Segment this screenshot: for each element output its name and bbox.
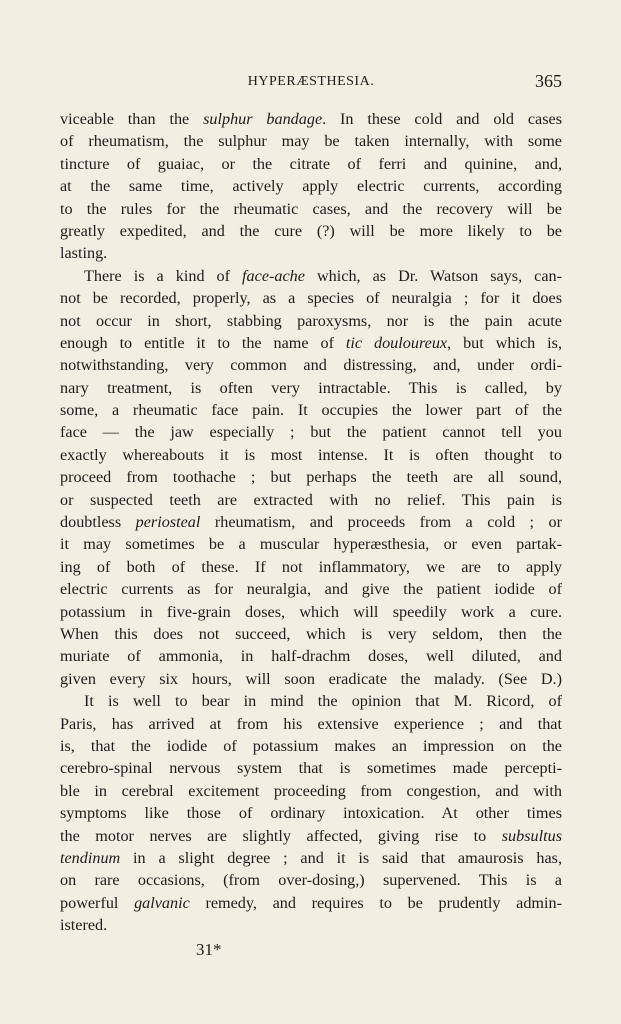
text-line xyxy=(60,556,562,578)
text-segment: given every six hours, will soon eradicate the malady. (See D.) xyxy=(60,669,562,688)
text-line xyxy=(60,825,562,847)
text-segment: ing of both of these. If not inflammatory, we are to apply xyxy=(60,557,562,576)
text-segment: proceed from toothache ; but perhaps the teeth are all sound, xyxy=(60,468,562,487)
text-line xyxy=(60,601,562,623)
text-line xyxy=(60,310,562,332)
signature-mark: 31* xyxy=(196,940,222,959)
text-segment: doubtless xyxy=(60,513,136,532)
text-segment: Paris, has arrived at from his extensive experience ; and that xyxy=(60,714,562,733)
text-line xyxy=(60,421,562,443)
text-line xyxy=(60,287,562,309)
text-line xyxy=(60,444,562,466)
italic-term: face-ache xyxy=(242,266,305,285)
text-segment: to the rules for the rheumatic cases, and the recovery will be xyxy=(60,199,562,218)
italic-term: tendinum xyxy=(60,848,121,867)
text-segment: enough to entitle it to the name of xyxy=(60,333,346,352)
text-line xyxy=(60,466,562,488)
text-segment: viceable than the xyxy=(60,110,204,128)
text-segment: rheumatism, and proceeds from a cold ; or xyxy=(200,513,562,532)
text-line xyxy=(60,354,562,376)
text-segment: symptoms like those of ordinary intoxication. At other times xyxy=(60,804,562,823)
text-line xyxy=(60,892,562,914)
text-segment: When this does not succeed, which is very seldom, then the xyxy=(60,624,562,643)
running-title: HYPERÆSTHESIA. xyxy=(247,74,375,89)
text-line xyxy=(60,332,562,354)
text-line xyxy=(60,489,562,511)
text-segment: face — the jaw especially ; but the patient cannot tell you xyxy=(60,423,562,442)
text-segment: the motor nerves are slightly affected, giving rise to xyxy=(60,826,502,845)
text-segment: exactly whereabouts it is most intense. It is often thought to xyxy=(60,445,562,464)
text-line xyxy=(60,578,562,600)
text-segment: some, a rheumatic face pain. It occupies the lower part of the xyxy=(60,401,562,420)
text-line xyxy=(60,533,562,555)
italic-term: tic douloureux xyxy=(345,333,448,352)
text-segment: potassium in five-grain doses, which will speedily work a cure. xyxy=(60,602,562,621)
text-segment: istered. xyxy=(60,916,108,935)
text-line xyxy=(60,645,562,667)
text-line xyxy=(60,757,562,779)
body-text xyxy=(60,108,562,936)
text-segment: . In these cold and old cases xyxy=(322,110,563,128)
text-segment: cerebro-spinal nervous system that is sometimes made percepti- xyxy=(60,759,562,778)
text-line xyxy=(60,668,562,690)
text-segment: nary treatment, is often very intractable. This is called, by xyxy=(60,378,562,397)
text-line xyxy=(60,130,562,152)
text-segment: muriate of ammonia, in half-drachm doses, well diluted, and xyxy=(60,647,562,666)
italic-term: sulphur bandage xyxy=(203,110,323,128)
text-line xyxy=(60,713,562,735)
text-line xyxy=(60,623,562,645)
text-segment: which, as Dr. Watson says, can- xyxy=(304,266,562,285)
page-number: 365 xyxy=(535,71,562,91)
italic-term: subsultus xyxy=(501,826,562,845)
text-segment: greatly expedited, and the cure (?) will be more likely to be xyxy=(60,221,562,240)
text-line xyxy=(60,198,562,220)
text-segment: at the same time, actively apply electric currents, according xyxy=(60,177,562,196)
text-line xyxy=(60,399,562,421)
text-segment: remedy, and requires to be prudently admin- xyxy=(189,893,562,912)
italic-term: galvanic xyxy=(134,893,190,912)
text-segment: in a slight degree ; and it is said that amaurosis has, xyxy=(120,848,562,867)
text-segment: not be recorded, properly, as a species of neuralgia ; for it does xyxy=(60,289,562,308)
text-segment: it may sometimes be a muscular hyperæsthesia, or even partak- xyxy=(60,535,562,554)
text-line xyxy=(60,735,562,757)
text-segment: or suspected teeth are extracted with no relief. This pain is xyxy=(60,490,562,509)
text-segment: on rare occasions, (from over-dosing,) supervened. This is a xyxy=(60,871,562,890)
text-line xyxy=(60,511,562,533)
text-segment: powerful xyxy=(60,893,135,912)
text-line xyxy=(60,220,562,242)
text-segment: is, that the iodide of potassium makes an impression on the xyxy=(60,736,562,755)
text-line xyxy=(60,153,562,175)
text-segment: tincture of guaiac, or the citrate of ferri and quinine, and, xyxy=(60,154,562,173)
text-segment: ble in cerebral excitement proceeding from congestion, and with xyxy=(60,781,562,800)
text-line xyxy=(60,780,562,802)
text-line xyxy=(60,242,562,264)
text-line xyxy=(60,377,562,399)
italic-term: periosteal xyxy=(135,513,201,532)
text-line xyxy=(60,265,562,287)
text-line xyxy=(60,914,562,936)
page-header xyxy=(60,72,562,94)
text-segment: of rheumatism, the sulphur may be taken internally, with some xyxy=(60,132,562,151)
text-line xyxy=(60,847,562,869)
text-segment: notwithstanding, very common and distressing, and, under ordi- xyxy=(60,356,562,375)
text-line xyxy=(60,108,562,130)
text-segment: electric currents as for neuralgia, and give the patient iodide of xyxy=(60,580,562,599)
text-line xyxy=(60,802,562,824)
text-segment: , but which is, xyxy=(447,333,562,352)
text-segment: not occur in short, stabbing paroxysms, nor is the pain acute xyxy=(60,311,562,330)
text-line xyxy=(60,690,562,712)
text-segment: It is well to bear in mind the opinion that M. Ricord, of xyxy=(84,692,562,711)
text-line xyxy=(60,175,562,197)
text-segment: There is a kind of xyxy=(84,266,243,285)
text-segment: lasting. xyxy=(60,244,108,263)
text-line xyxy=(60,869,562,891)
